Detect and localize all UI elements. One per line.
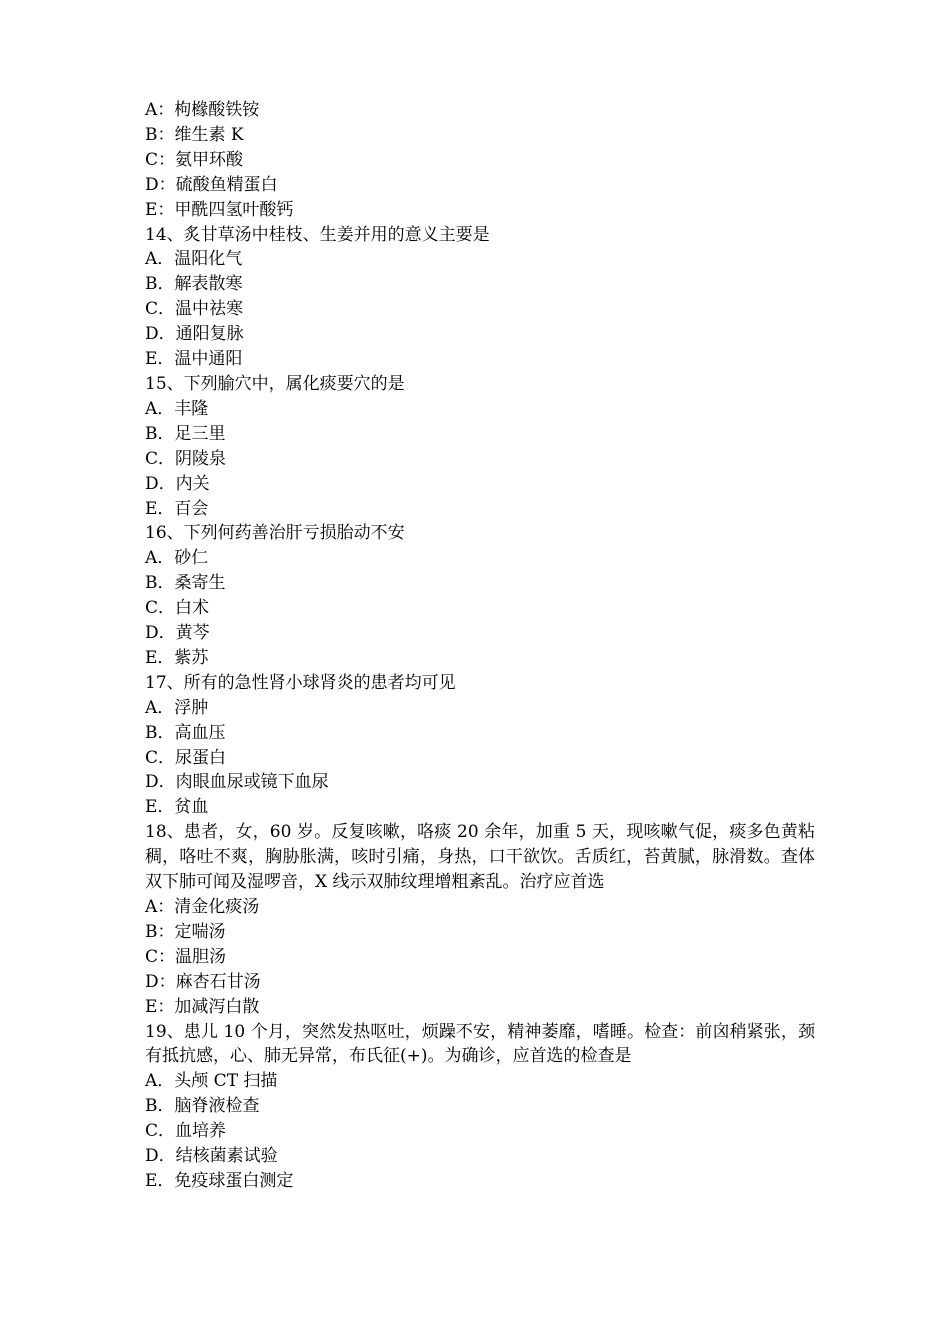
answer-option: A：枸橼酸铁铵 xyxy=(145,100,260,120)
answer-option: C．白术 xyxy=(145,598,210,619)
answer-option: A．头颅 CT 扫描 xyxy=(145,1071,278,1092)
question-stem: 17、所有的急性肾小球肾炎的患者均可见 xyxy=(145,672,456,693)
question-stem: 19、患儿 10 个月，突然发热呕吐，烦躁不安，精神萎靡，嗜睡。检查：前囟稍紧张，颈有抵抗感，心、肺无异常，布氏征(+)。为确诊，应首选的检查是 xyxy=(145,1021,815,1067)
question-list xyxy=(145,98,815,1194)
question-stem: 18、患者，女，60 岁。反复咳嗽，咯痰 20 余年，加重 5 天，现咳嗽气促，痰多色黄粘稠，咯吐不爽，胸胁胀满，咳时引痛，身热，口干欲饮。舌质红，苔黄腻，脉滑数。查体双下肺可闻及湿啰音，X 线示双肺纹理增粗紊乱。治疗应首选 xyxy=(145,822,815,893)
answer-option: D．黄芩 xyxy=(145,623,210,644)
question-stem: 16、下列何药善治肝亏损胎动不安 xyxy=(145,523,405,544)
answer-option: A．丰隆 xyxy=(145,398,209,419)
answer-option: C．温中祛寒 xyxy=(145,299,244,320)
answer-option: C：温胆汤 xyxy=(145,946,227,967)
document-page xyxy=(145,98,815,1194)
answer-option: D：麻杏石甘汤 xyxy=(145,971,261,992)
question-stem: 15、下列腧穴中，属化痰要穴的是 xyxy=(145,373,405,394)
answer-option: D．内关 xyxy=(145,473,210,494)
answer-option: E．百会 xyxy=(145,498,209,519)
answer-option: B．足三里 xyxy=(145,423,226,444)
answer-option: C：氨甲环酸 xyxy=(145,149,244,170)
answer-option: C．阴陵泉 xyxy=(145,448,227,469)
answer-option: B．脑脊液检查 xyxy=(145,1096,260,1117)
answer-option: D．肉眼血尿或镜下血尿 xyxy=(145,772,329,793)
answer-option: B．解表散寒 xyxy=(145,274,243,295)
answer-option: B：定喘汤 xyxy=(145,921,226,942)
answer-option: A．浮肿 xyxy=(145,697,209,718)
answer-option: E：甲酰四氢叶酸钙 xyxy=(145,199,294,220)
answer-option: C．血培养 xyxy=(145,1121,227,1142)
answer-option: E．免疫球蛋白测定 xyxy=(145,1170,294,1191)
answer-option: E：加减泻白散 xyxy=(145,996,260,1017)
answer-option: E．温中通阳 xyxy=(145,349,243,370)
answer-option: D：硫酸鱼精蛋白 xyxy=(145,174,278,195)
answer-option: E．贫血 xyxy=(145,797,209,818)
answer-option: B．高血压 xyxy=(145,722,226,743)
answer-option: A．砂仁 xyxy=(145,548,209,569)
answer-option: A．温阳化气 xyxy=(145,249,243,270)
answer-option: B．桑寄生 xyxy=(145,573,226,594)
answer-option: B：维生素 K xyxy=(145,124,244,145)
answer-option: E．紫苏 xyxy=(145,647,209,668)
answer-option: D．通阳复脉 xyxy=(145,324,244,345)
answer-option: A：清金化痰汤 xyxy=(145,897,260,917)
answer-option: C．尿蛋白 xyxy=(145,747,227,768)
answer-option: D．结核菌素试验 xyxy=(145,1146,278,1167)
question-stem: 14、炙甘草汤中桂枝、生姜并用的意义主要是 xyxy=(145,224,490,245)
